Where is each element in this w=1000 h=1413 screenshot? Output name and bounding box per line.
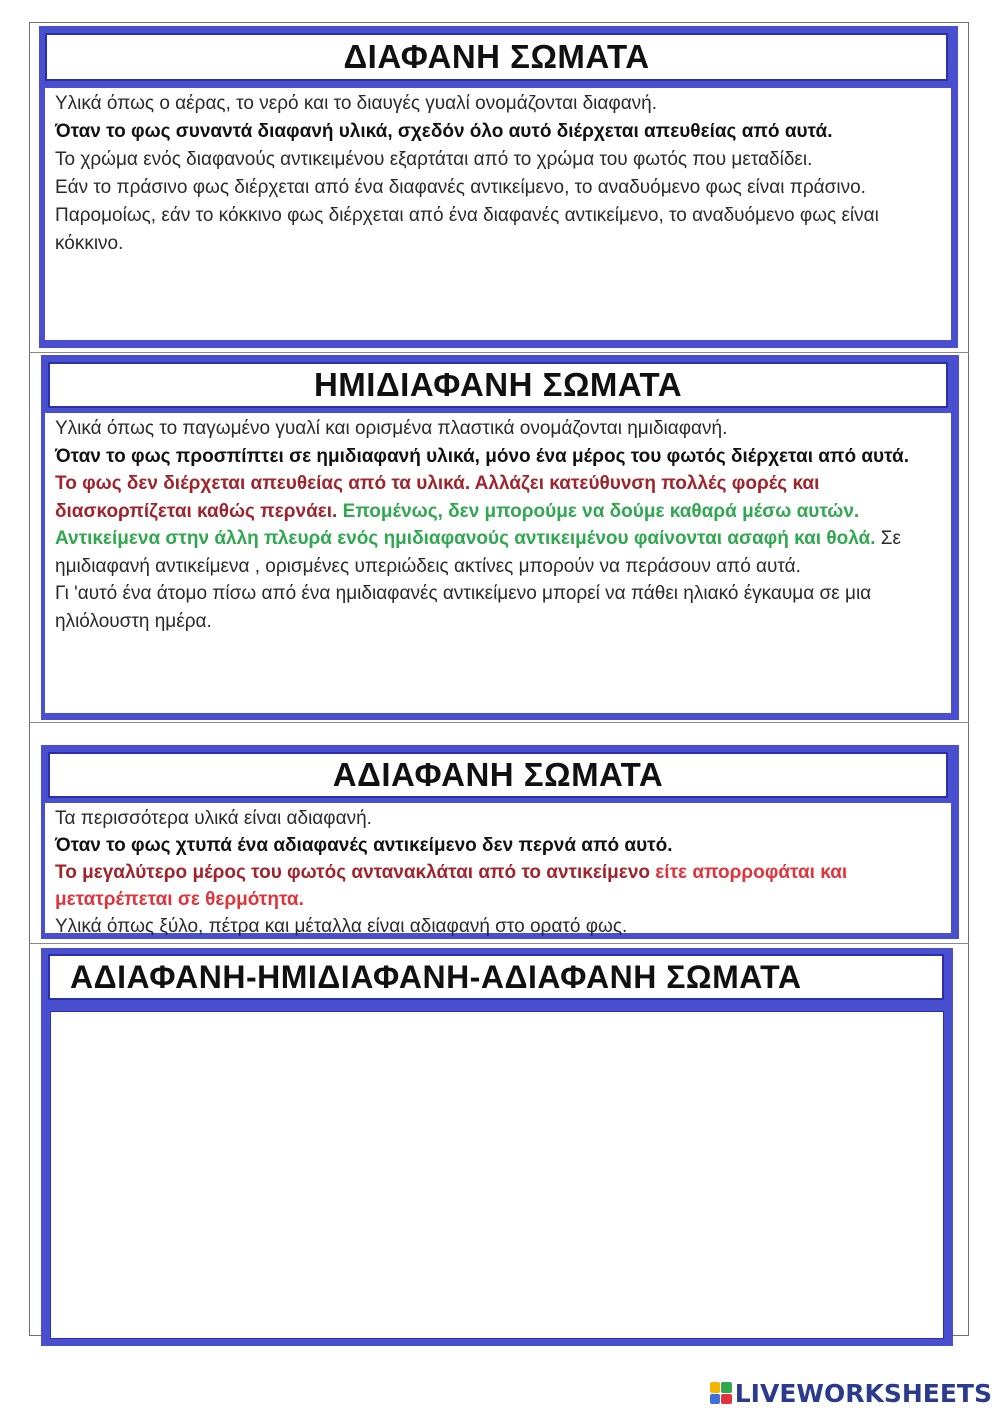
diafani-text bbox=[45, 88, 951, 340]
logo-text: LIVEWORKSHEETS bbox=[734, 1378, 992, 1408]
imidiafani-line-1: Υλικά όπως το παγωμένο γυαλί και ορισμένα πλαστικά ονομάζονται ημιδιαφανή. bbox=[55, 418, 728, 439]
adiafani-title: ΑΔΙΑΦΑΝΗ ΣΩΜΑΤΑ bbox=[48, 752, 948, 798]
adiafani-text bbox=[45, 803, 951, 937]
diafani-line-1: Υλικά όπως ο αέρας, το νερό και το διαυγές γυαλί ονομάζονται διαφανή. bbox=[55, 93, 658, 114]
adiafani-line-1: Τα περισσότερα υλικά είναι αδιαφανή. bbox=[55, 808, 372, 829]
divider bbox=[29, 722, 969, 723]
liveworksheets-logo[interactable] bbox=[710, 1379, 992, 1407]
liveworksheets-logo-icon bbox=[710, 1382, 732, 1404]
imidiafani-plain-text: Σε ημιδιαφανή αντικείμενα , ορισμένες υπεριώδεις ακτίνες μπορούν να περάσουν από αυτά. bbox=[55, 528, 902, 577]
imidiafani-text bbox=[45, 413, 951, 713]
diafani-title: ΔΙΑΦΑΝΗ ΣΩΜΑΤΑ bbox=[45, 33, 948, 81]
imidiafani-green-text: Επομένως, δεν μπορούμε να δούμε καθαρά μέσω αυτών. Αντικείμενα στην άλλη πλευρά ενός ημιδιαφανούς αντικειμένου φαίνονται ασαφή και θολά. bbox=[55, 500, 876, 549]
diafani-line-5: Παρομοίως, εάν το κόκκινο φως διέρχεται από ένα διαφανές αντικείμενο, το αναδυόμενο φως είναι κόκκινο. bbox=[55, 205, 879, 254]
logo-square bbox=[710, 1382, 721, 1393]
imidiafani-line-4: Γι 'αυτό ένα άτομο πίσω από ένα ημιδιαφανές αντικείμενο μπορεί να πάθει ηλιακό έγκαυμα σε μια ηλιόλουστη ημέρα. bbox=[55, 583, 872, 632]
logo-square bbox=[721, 1394, 732, 1405]
diafani-line-3: Το χρώμα ενός διαφανούς αντικειμένου εξαρτάται από το χρώμα του φωτός που μεταδίδει. bbox=[55, 149, 813, 170]
logo-square bbox=[710, 1394, 721, 1405]
diafani-line-4: Εάν το πράσινο φως διέρχεται από ένα διαφανές αντικείμενο, το αναδυόμενο φως είναι πράσινο. bbox=[55, 177, 866, 198]
adiafani-line-2: Όταν το φως χτυπά ένα αδιαφανές αντικείμενο δεν περνά από αυτό. bbox=[55, 835, 673, 856]
summary-answer-area[interactable] bbox=[50, 1011, 944, 1339]
divider bbox=[29, 352, 969, 353]
adiafani-red-text: είτε απορροφάται και μετατρέπεται σε θερμότητα. bbox=[55, 862, 848, 910]
imidiafani-title: ΗΜΙΔΙΑΦΑΝΗ ΣΩΜΑΤΑ bbox=[48, 362, 948, 408]
imidiafani-line-2: Όταν το φως προσπίπτει σε ημιδιαφανή υλικά, μόνο ένα μέρος του φωτός διέρχεται από αυτά. bbox=[55, 445, 910, 467]
imidiafani-red-text: Το φως δεν διέρχεται απευθείας από τα υλικά. Αλλάζει κατεύθυνση πολλές φορές και διασκορπίζεται καθώς περνάει. bbox=[55, 473, 820, 522]
adiafani-line-3 bbox=[55, 859, 943, 913]
summary-title: ΑΔΙΑΦΑΝΗ-ΗΜΙΔΙΑΦΑΝΗ-ΑΔΙΑΦΑΝΗ ΣΩΜΑΤΑ bbox=[48, 954, 944, 1000]
diafani-line-2: Όταν το φως συναντά διαφανή υλικά, σχεδόν όλο αυτό διέρχεται απευθείας από αυτά. bbox=[55, 121, 833, 142]
imidiafani-line-3 bbox=[55, 470, 943, 580]
divider bbox=[29, 943, 969, 944]
logo-square bbox=[721, 1382, 732, 1393]
adiafani-dark-red-text: Το μεγαλύτερο μέρος του φωτός αντανακλάται από το αντικείμενο bbox=[55, 862, 650, 883]
adiafani-line-4: Υλικά όπως ξύλο, πέτρα και μέταλλα είναι αδιαφανή στο ορατό φως. bbox=[55, 916, 628, 937]
